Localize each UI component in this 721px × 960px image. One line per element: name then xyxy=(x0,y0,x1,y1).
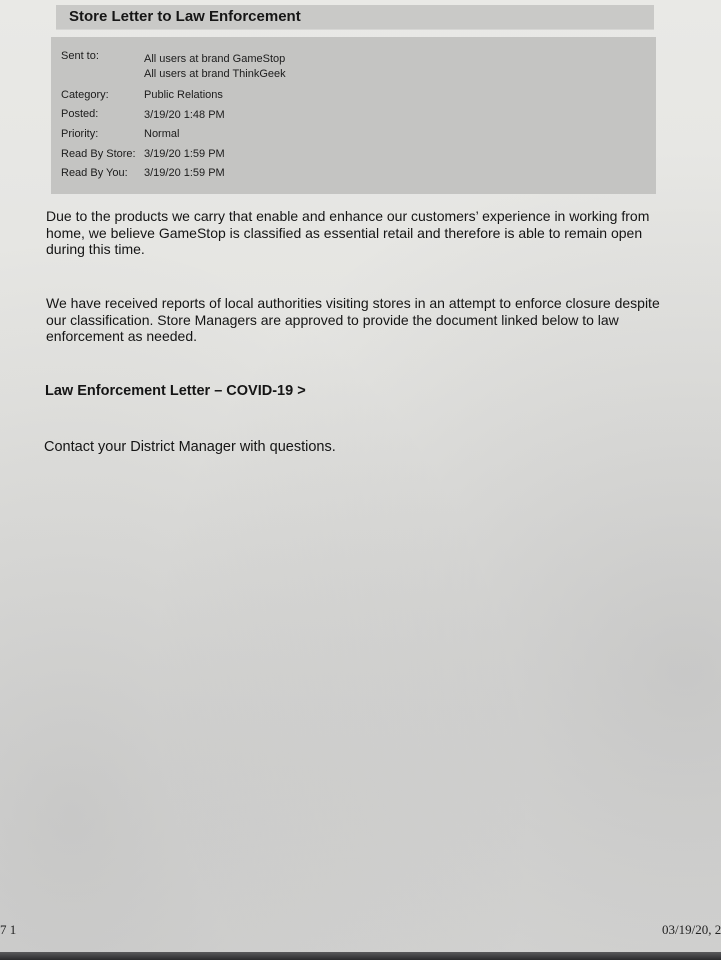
category-value: Public Relations xyxy=(144,89,223,101)
read-by-store-label: Read By Store: xyxy=(61,148,136,160)
footer-page-number: 7 1 xyxy=(0,922,17,937)
photo-bottom-edge xyxy=(0,952,721,960)
category-label: Category: xyxy=(61,89,109,101)
body-paragraph-2: We have received reports of local authorities visiting stores in an attempt to enforce closure despite our classification. Store Managers are approved to provide the document linked below to law enforcement as needed. xyxy=(46,295,660,344)
body-paragraph-1: Due to the products we carry that enable and enhance our customers’ experience in working from home, we believe GameStop is classified as essential retail and therefore is able to remain open during this time. xyxy=(46,208,650,257)
read-by-you-label: Read By You: xyxy=(61,167,128,179)
message-metadata xyxy=(51,37,656,194)
priority-label: Priority: xyxy=(61,128,99,140)
law-enforcement-letter-link[interactable]: Law Enforcement Letter – COVID-19 > xyxy=(45,383,306,399)
posted-label: Posted: xyxy=(61,108,99,120)
title-bar xyxy=(56,5,654,29)
sent-to-label: Sent to: xyxy=(61,50,99,62)
footer-date: 03/19/20, 2 xyxy=(662,922,721,937)
read-by-you-value: 3/19/20 1:59 PM xyxy=(144,167,225,179)
priority-value: Normal xyxy=(144,128,180,140)
sent-to-value-1: All users at brand GameStop xyxy=(144,53,286,65)
posted-value: 3/19/20 1:48 PM xyxy=(144,109,225,121)
read-by-store-value: 3/19/20 1:59 PM xyxy=(144,148,225,160)
sent-to-value-2: All users at brand ThinkGeek xyxy=(144,68,286,80)
contact-note: Contact your District Manager with questions. xyxy=(44,439,336,455)
page-title: Store Letter to Law Enforcement xyxy=(69,8,301,25)
